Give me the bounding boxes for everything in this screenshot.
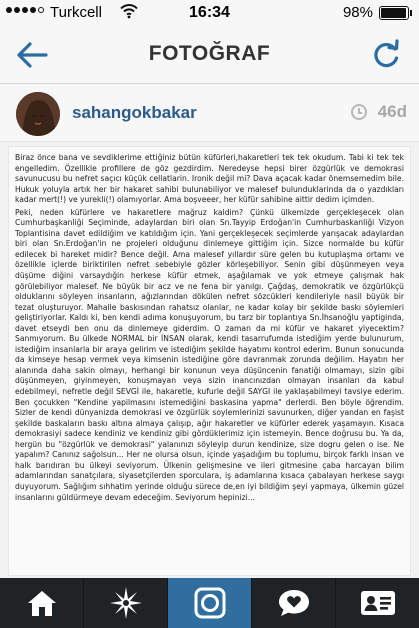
- home-icon: [25, 588, 59, 618]
- explore-star-icon: [109, 586, 143, 620]
- bottom-tab-bar: [0, 578, 419, 628]
- battery-percent: 98%: [342, 4, 373, 21]
- page-title: FOTOĞRAF: [148, 42, 271, 65]
- activity-speech-bubble-icon: [277, 587, 311, 619]
- post-author-header: [0, 84, 419, 142]
- clock-time: 16:34: [189, 4, 230, 21]
- camera-icon: [193, 586, 227, 620]
- post-age: 46d: [377, 102, 407, 121]
- photo-paragraph: Peki, neden küfürlere ve hakaretlere mağruz kaldim? Çünkü ülkemizde gerçekleşecek olan Cumhurbaşkanliği Seçiminde, adaylardan biri olan Sn.Tayyip Erdoğan'in Cumhurbaskanliği Vizyon Toplantisina davet edildiğim ve katıldığım için. Yani gerçekleşecek seçimlerde yarışacak adaylardan biri olan Sn.Erdoğan'in ne projeleri olduğunu dinlemeye gittiğim için. Sizce normalde bu küfür edilecek bi hareket midir? Bence değil. Ama malesef yıllardır süre gelen bu kutuplaşma ortamı ve özellikle içlerde biriktirilen nefret sebebiyle gözler körleşebiliyor. Senin gibi düşünmeyen veya düşüme diğini varsaydığin herkese küfür etmek, aşağılamak ve yok etmeye çalışmak hak görülebiliyor malesef. Ne büyük bir acz ve ne fena bir yanılgı. Çağdaş, demokratik ve özgürlükçü olduklarını söyleyen insanların, ağızlarından dökülen nefret sözcükleri kendileriyle nasil büyük bir tezat oluşturuyor. Mahalle baskısından rahatsız olanlar, ne kadar kolay bir şekilde baskı söylemleri geliştiriyorlar. Kaldı ki, ben kendi adıma konuşuyorum, bu tarz bir toplantıya Sn.İhsanoğlu yaptiginda, davet etseydi ben onu da dinlemeye giderdim. O zaman da mi küfür ve hakaret yiyecektim? Sanmıyorum. Bu ülkede NORMAL bir İNSAN olarak, kendi tasarrufumda istediğim yerde bulunurum, istediğim insanlarla bir araya gelirim ve istediğim şekilde hayatımı kontrol ederim. Bunun sonucunda da kimseye hesap vermek veya kimsenin istediğine göre davranmak zorunda değilim. Hayatın her alanında daha sakin olmayı, herhangi bir konunun veya düşüncenin fanatiği olmamayı, sizin gibi düşünmeyen, giyinmeyen, konuşmayan veya sizin inancınızdan olmayan insanları da kabul edebilmeyi, nefretle değil SEVGİ ile, hakaretle, kufurle değil SAYGI ile yaklaşabilmeyi tavsiye ederim. Ben çocukken "Kendine yapilmasını istemediğini baskasina yapma" derlerdi. Ben böyle öğrendim. Sizler de kendi dünyanizda demokrasi ve özgürlük soylemlerinizi savunurken, diğer yandan en faşist şekilde baskaların baskı altına almaya çalışıp, ağır hakaretler ve küfürler ederek yaşamayın. Kısaca demokrasiyi sadece kendiniz ve kendiniz gibi gördüklerimiz için istemeyin. Bence doğrusu bu. Ya da, hergün bu "özgürlük ve demokrasi" yalanınızı söyleyip durun kendinize, size dogru gelen o ise. Ne yapalım? Canınız sağolsun... Her ne olursa olsun, içinde yaşadığım bu toplumu, birçok farklı insan ve halk barıdıran bu ülkeyi seviyorum. Ülkenin gelişmesine ve ileri gitmesine çaba harcayan bilim adamlarından sanatçılara, siyasetçilerden sporculara, iş adamlarına kısaca çabalayan herkese saygı duyuyorum. Sağlığım sıhhatim yerinde olduğu sürece de,en iyi bildiğim şeyi yapmaya, ülkemin güzel insanlarını güldürmeye devam edeceğim. Seviyorum hepinizi...: [15, 207, 404, 502]
- carrier-name: Turkcell: [50, 4, 102, 21]
- profile-card-icon: [360, 589, 396, 617]
- refresh-icon[interactable]: [371, 39, 401, 71]
- tab-explore[interactable]: [84, 578, 168, 628]
- photo-bottom-edge: [9, 565, 410, 575]
- avatar[interactable]: [16, 92, 60, 136]
- tab-profile[interactable]: [336, 578, 419, 628]
- status-bar: [0, 0, 419, 26]
- tab-home[interactable]: [0, 578, 84, 628]
- tab-activity[interactable]: [252, 578, 336, 628]
- battery-icon: [379, 6, 409, 20]
- post-photo[interactable]: [8, 146, 411, 576]
- post-username[interactable]: sahangokbakar: [72, 103, 197, 122]
- tab-camera[interactable]: [168, 578, 252, 628]
- photo-text: [15, 153, 404, 503]
- clock-icon: [351, 104, 367, 120]
- navigation-bar: [0, 26, 419, 84]
- battery-level-fill: [381, 8, 406, 18]
- photo-paragraph: Biraz önce bana ve sevdiklerime ettiğiniz bütün küfürleri,hakaretleri tek tek okudum. Tabi ki tek tek engelledim. Özellikle profillere de göz gezdirdim. Neredeyse hepsi birer özgürlük ve demokrasi savunucusu bu nefret saçıcı küçük cellatlarin. Ironik değil mi? Dava açacak kadar önemsemedim bile. Hukuk yoluyla artık her bir hakaret sahibi bulunabiliyor ve malesef bulunduklarinda da o yazdıkları kadar mert(!) ve yurekli(!) olamıyorlar. Ama boşveeer, her küfür sahibine aittir dedim içimden.: [15, 153, 404, 205]
